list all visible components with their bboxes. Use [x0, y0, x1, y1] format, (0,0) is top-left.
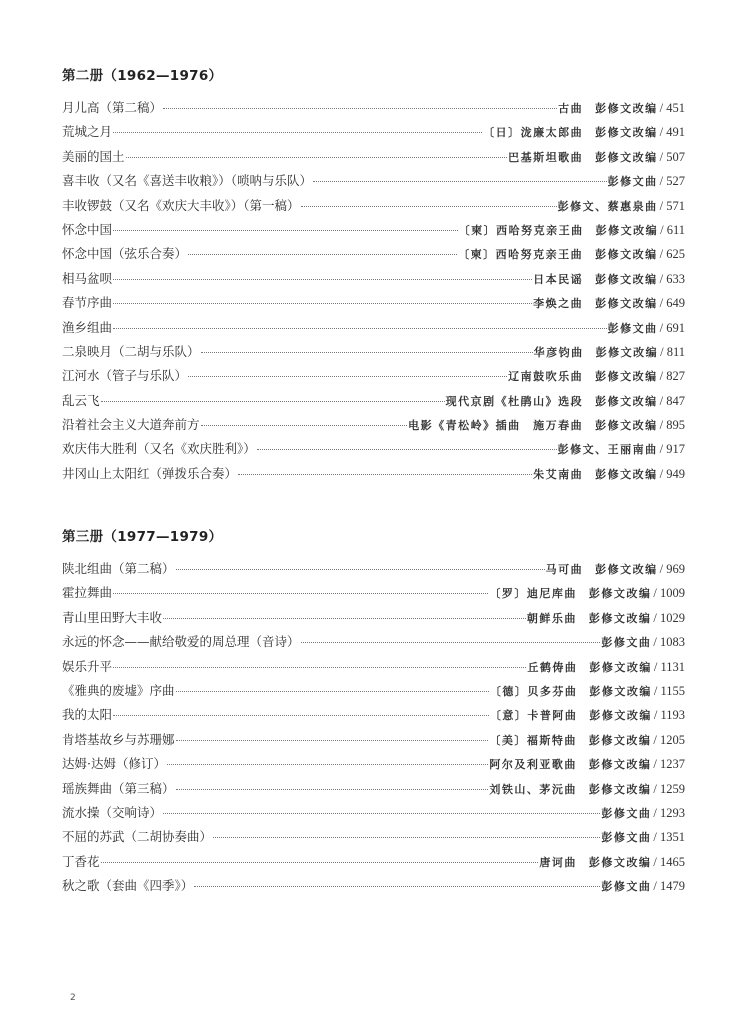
- entry-page-number: / 1205: [653, 732, 685, 747]
- entry-page-number: / 895: [659, 418, 685, 433]
- entry-arranger: 彭修文曲: [607, 321, 658, 335]
- entry-page-number: / 625: [659, 247, 685, 262]
- entry-credit: [539, 854, 651, 870]
- entry-page-number: / 847: [659, 393, 685, 408]
- entry-credit: [608, 320, 658, 336]
- entry-page-number: / 611: [660, 222, 685, 237]
- entry-credit: [527, 610, 652, 626]
- entry-origin: 华彦钧曲: [533, 345, 584, 359]
- entry-credit: [489, 781, 651, 797]
- entry-title: 美丽的国土: [62, 148, 125, 164]
- entry-credit: [446, 393, 658, 409]
- entry-page-number: / 649: [659, 296, 685, 311]
- dot-leader: [113, 230, 458, 231]
- entry-arranger: 彭修文曲: [607, 175, 658, 189]
- toc-entry[interactable]: [62, 705, 685, 729]
- toc-entry[interactable]: [62, 730, 685, 754]
- dot-leader: [313, 181, 607, 182]
- dot-leader: [238, 474, 532, 475]
- section-heading-volume-2: 第二册（1962—1976）: [62, 68, 223, 84]
- entry-arranger: 彭修文改编: [595, 394, 658, 408]
- entry-arranger: 彭修文改编: [595, 419, 658, 433]
- entry-arranger: 彭修文改编: [595, 345, 659, 359]
- entry-origin: 〔柬〕西哈努克亲王曲: [458, 223, 584, 237]
- entry-page-number: / 491: [659, 125, 685, 140]
- entry-origin: 马可曲: [545, 563, 584, 576]
- dot-leader: [176, 691, 489, 692]
- dot-leader: [176, 740, 489, 741]
- toc-entry[interactable]: [62, 632, 685, 656]
- entry-title: 乱云飞: [62, 392, 100, 408]
- entry-page-number: / 1131: [653, 659, 685, 674]
- entry-title: 永远的怀念——献给敬爱的周总理（音诗）: [62, 634, 300, 650]
- entry-page-number: / 1479: [653, 879, 685, 894]
- entry-credit: [489, 585, 651, 601]
- entry-arranger: 彭修文改编: [595, 467, 658, 481]
- entry-title: 秋之歌（套曲《四季》）: [62, 878, 194, 894]
- toc-entry[interactable]: [62, 657, 685, 681]
- dot-leader: [113, 667, 526, 668]
- entry-title: 喜丰收（又名《喜送丰收粮》）（唢呐与乐队）: [62, 173, 313, 189]
- entry-origin: 现代京剧《杜鹃山》选段: [445, 394, 584, 408]
- dot-leader: [113, 328, 607, 329]
- entry-origin: 〔日〕泷廉太郎曲: [483, 126, 584, 140]
- entry-origin: 朝鲜乐曲: [526, 611, 577, 625]
- dot-leader: [176, 569, 545, 570]
- entry-title: 不屈的苏武（二胡协奏曲）: [62, 829, 213, 845]
- entry-title: 肯塔基故乡与苏珊娜: [62, 731, 175, 747]
- entry-credit: [558, 198, 658, 214]
- entry-title: 江河水（管子与乐队）: [62, 368, 188, 384]
- entry-title: 瑶族舞曲（第三稿）: [62, 780, 175, 796]
- dot-leader: [176, 789, 489, 790]
- entry-page-number: / 1083: [653, 635, 685, 650]
- entry-title: 《雅典的废墟》序曲: [62, 682, 175, 698]
- entry-title: 达姆·达姆（修订）: [62, 756, 166, 772]
- entry-title: 沿着社会主义大道奔前方: [62, 417, 200, 433]
- entry-arranger: 彭修文曲: [601, 636, 652, 650]
- entry-arranger: 彭修文改编: [595, 563, 658, 576]
- entry-arranger: 彭修文改编: [595, 102, 658, 115]
- entry-page-number: / 917: [659, 442, 685, 457]
- entry-page-number: / 633: [659, 271, 685, 286]
- entry-credit: [533, 295, 658, 311]
- entry-origin: 〔意〕卡普阿曲: [489, 709, 578, 723]
- entry-arranger: 彭修文曲: [601, 880, 652, 894]
- entry-credit: [601, 878, 651, 894]
- entry-credit: [408, 417, 658, 433]
- entry-title: 春节序曲: [62, 295, 113, 311]
- dot-leader: [301, 206, 557, 207]
- entry-arranger: 彭修文改编: [588, 855, 652, 869]
- entry-credit: [558, 441, 658, 457]
- toc-entry[interactable]: [62, 681, 685, 705]
- dot-leader: [257, 449, 557, 450]
- entry-title: 流水操（交响诗）: [62, 804, 163, 820]
- entry-title: 怀念中国: [62, 221, 113, 237]
- toc-entry[interactable]: [62, 464, 685, 488]
- entry-origin: 古曲: [558, 102, 584, 115]
- entry-origin: 巴基斯坦歌曲: [508, 150, 584, 164]
- entry-credit: [533, 271, 658, 287]
- entry-arranger: 彭修文曲: [601, 831, 652, 845]
- entry-origin: 〔罗〕迪尼库曲: [489, 587, 577, 601]
- entry-page-number: / 1465: [653, 854, 685, 869]
- entry-page-number: / 811: [660, 344, 685, 359]
- dot-leader: [301, 642, 601, 643]
- entry-arranger: 彭修文改编: [588, 611, 652, 625]
- toc-entry[interactable]: [62, 559, 685, 583]
- entry-credit: [489, 756, 651, 772]
- dot-leader: [113, 715, 489, 716]
- entry-page-number: / 969: [659, 562, 685, 576]
- dot-leader: [101, 401, 445, 402]
- toc-entry[interactable]: [62, 608, 685, 632]
- entry-origin: 日本民谣: [533, 272, 584, 286]
- entry-arranger: 彭修文、王丽南曲: [557, 443, 658, 457]
- entry-origin: 〔美〕福斯特曲: [489, 733, 577, 747]
- toc-entry[interactable]: [62, 269, 685, 293]
- toc-entry[interactable]: [62, 876, 685, 900]
- entry-credit: [527, 659, 652, 675]
- entry-page-number: / 1009: [653, 586, 685, 601]
- entry-credit: [458, 246, 658, 262]
- dot-leader: [188, 254, 457, 255]
- entry-arranger: 彭修文曲: [601, 806, 652, 820]
- entry-origin: 丘鹤俦曲: [527, 660, 578, 674]
- entry-credit: [489, 732, 651, 748]
- entry-page-number: / 451: [659, 101, 685, 115]
- toc-entry[interactable]: [62, 852, 685, 876]
- dot-leader: [113, 303, 532, 304]
- dot-leader: [163, 108, 557, 109]
- toc-entry[interactable]: [62, 98, 685, 122]
- dot-leader: [201, 425, 408, 426]
- entry-page-number: / 507: [659, 149, 685, 164]
- entry-page-number: / 1259: [653, 781, 685, 796]
- entry-credit: [601, 829, 651, 845]
- entry-title: 我的太阳: [62, 707, 113, 723]
- toc-entry[interactable]: [62, 342, 685, 366]
- toc-entry[interactable]: [62, 293, 685, 317]
- entry-arranger: 彭修文改编: [595, 248, 658, 262]
- dot-leader: [113, 279, 532, 280]
- entry-credit: [533, 466, 658, 482]
- dot-leader: [101, 862, 539, 863]
- entry-origin: 唐诃曲: [539, 855, 577, 869]
- entry-arranger: 彭修文改编: [595, 297, 658, 311]
- entry-arranger: 彭修文改编: [588, 758, 652, 772]
- toc-entry[interactable]: [62, 196, 685, 220]
- entry-credit: [508, 368, 658, 384]
- entry-arranger: 彭修文改编: [595, 223, 659, 237]
- entry-title: 霍拉舞曲: [62, 585, 113, 601]
- entry-title: 月儿高（第二稿）: [62, 100, 163, 115]
- toc-entry[interactable]: [62, 583, 685, 607]
- entry-title: 井冈山上太阳红（弹拨乐合奏）: [62, 465, 238, 481]
- entry-arranger: 彭修文改编: [595, 272, 658, 286]
- entry-title: 娱乐升平: [62, 658, 113, 674]
- toc-entry[interactable]: [62, 754, 685, 778]
- entry-page-number: / 691: [659, 320, 685, 335]
- entry-page-number: / 571: [659, 198, 685, 213]
- entry-page-number: / 949: [659, 466, 685, 481]
- toc-entry[interactable]: [62, 366, 685, 390]
- dot-leader: [113, 132, 482, 133]
- page-number: 2: [70, 993, 76, 1003]
- entry-origin: 〔柬〕西哈努克亲王曲: [458, 248, 584, 262]
- dot-leader: [201, 352, 533, 353]
- toc-volume-2: [62, 98, 685, 488]
- entry-credit: [534, 344, 659, 360]
- entry-arranger: 彭修文、蔡惠泉曲: [557, 199, 658, 213]
- entry-page-number: / 1155: [653, 683, 685, 698]
- entry-title: 渔乡组曲: [62, 319, 113, 335]
- entry-credit: [608, 173, 658, 189]
- entry-origin: 辽南鼓吹乐曲: [508, 370, 584, 384]
- entry-origin: 李焕之曲: [533, 297, 584, 311]
- entry-arranger: 彭修文改编: [589, 684, 652, 698]
- entry-page-number: / 1351: [653, 830, 685, 845]
- toc-entry[interactable]: [62, 122, 685, 146]
- toc-entry[interactable]: [62, 803, 685, 827]
- toc-entry[interactable]: [62, 391, 685, 415]
- entry-page-number: / 527: [659, 174, 685, 189]
- dot-leader: [188, 376, 507, 377]
- entry-title: 丁香花: [62, 853, 100, 869]
- entry-title: 陕北组曲（第二稿）: [62, 561, 175, 576]
- dot-leader: [163, 618, 526, 619]
- dot-leader: [167, 764, 488, 765]
- entry-page-number: / 1029: [653, 610, 685, 625]
- entry-page-number: / 1193: [653, 708, 685, 723]
- entry-arranger: 彭修文改编: [595, 150, 658, 164]
- toc-entry[interactable]: [62, 220, 685, 244]
- entry-credit: [508, 149, 658, 165]
- toc-entry[interactable]: [62, 171, 685, 195]
- entry-origin: 刘铁山、茅沅曲: [489, 782, 577, 796]
- dot-leader: [126, 157, 508, 158]
- entry-origin: 电影《青松岭》插曲 施万春曲: [408, 419, 584, 433]
- entry-credit: [459, 222, 659, 238]
- entry-title: 丰收锣鼓（又名《欢庆大丰收》）（第一稿）: [62, 197, 300, 213]
- entry-arranger: 彭修文改编: [588, 733, 652, 747]
- entry-title: 青山里田野大丰收: [62, 609, 163, 625]
- toc-entry[interactable]: [62, 827, 685, 851]
- entry-page-number: / 1293: [653, 805, 685, 820]
- entry-title: 怀念中国（弦乐合奏）: [62, 246, 188, 262]
- dot-leader: [194, 886, 600, 887]
- dot-leader: [213, 837, 600, 838]
- toc-entry[interactable]: [62, 779, 685, 803]
- entry-credit: [601, 634, 651, 650]
- entry-origin: 〔德〕贝多芬曲: [489, 684, 578, 698]
- entry-credit: [483, 124, 658, 140]
- entry-credit: [601, 805, 651, 821]
- entry-credit: [490, 707, 652, 723]
- entry-credit: [546, 561, 658, 577]
- entry-arranger: 彭修文改编: [595, 126, 658, 140]
- section-heading-volume-3: 第三册（1977—1979）: [62, 529, 223, 545]
- toc-entry[interactable]: [62, 318, 685, 342]
- entry-title: 相马盆呗: [62, 270, 113, 286]
- entry-arranger: 彭修文改编: [595, 370, 658, 384]
- entry-credit: [490, 683, 652, 699]
- toc-entry[interactable]: [62, 244, 685, 268]
- toc-entry[interactable]: [62, 439, 685, 463]
- entry-arranger: 彭修文改编: [589, 660, 652, 674]
- dot-leader: [163, 813, 600, 814]
- entry-title: 二泉映月（二胡与乐队）: [62, 343, 200, 359]
- dot-leader: [113, 593, 488, 594]
- entry-origin: 朱艾南曲: [533, 467, 584, 481]
- toc-volume-3: [62, 559, 685, 900]
- toc-entry[interactable]: [62, 415, 685, 439]
- toc-entry[interactable]: [62, 147, 685, 171]
- entry-title: 荒城之月: [62, 124, 113, 140]
- entry-arranger: 彭修文改编: [588, 782, 652, 796]
- entry-origin: 阿尔及利亚歌曲: [489, 758, 577, 772]
- entry-arranger: 彭修文改编: [588, 587, 652, 601]
- entry-credit: [558, 100, 658, 116]
- entry-page-number: / 1237: [653, 757, 685, 772]
- entry-title: 欢庆伟大胜利（又名《欢庆胜利》）: [62, 441, 256, 457]
- entry-page-number: / 827: [659, 369, 685, 384]
- entry-arranger: 彭修文改编: [589, 709, 652, 723]
